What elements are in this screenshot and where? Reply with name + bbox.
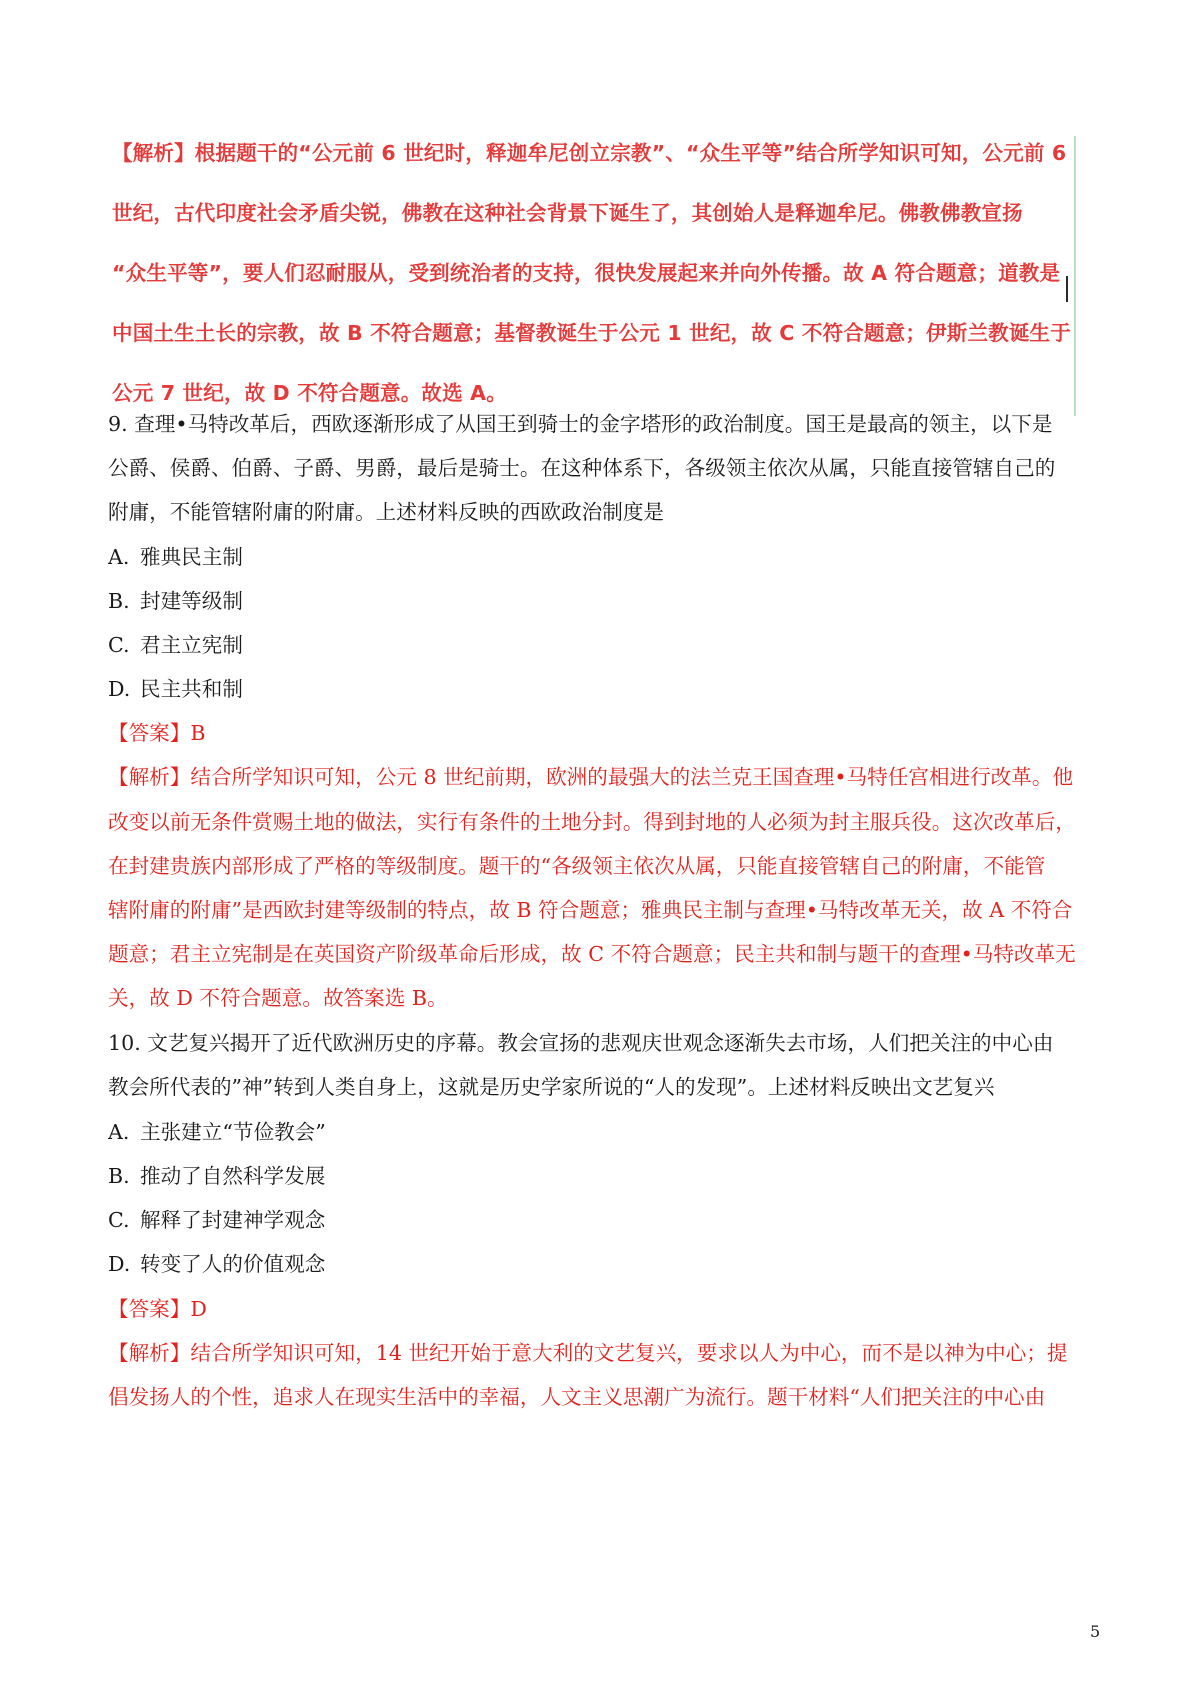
image-text-line: “众生平等”，要人们忍耐服从，受到统治者的支持，很快发展起来并向外传播。故 A 符合题意；道教是 [112,261,1061,285]
text-cursor-mark [1066,276,1068,302]
question-10-option-a: A. 主张建立“节俭教会” [108,1120,326,1144]
question-9-option-a: A. 雅典民主制 [108,545,243,569]
question-10-option-b: B. 推动了自然科学发展 [108,1164,326,1188]
question-10-analysis-line: 【解析】结合所学知识可知，14 世纪开始于意大利的文艺复兴，要求以人为中心，而不是以神为中心；提 [108,1341,1068,1365]
question-9-option-c: C. 君主立宪制 [108,633,243,657]
question-10-answer: 【答案】D [108,1297,207,1321]
image-text-line: 世纪，古代印度社会矛盾尖锐，佛教在这种社会背景下诞生了，其创始人是释迦牟尼。佛教佛教宣扬 [112,201,1023,225]
question-9-stem-line: 公爵、侯爵、伯爵、子爵、男爵，最后是骑士。在这种体系下，各级领主依次从属，只能直接管辖自己的 [108,456,1056,480]
question-10-stem-line: 教会所代表的”神”转到人类自身上，这就是历史学家所说的“人的发现”。上述材料反映出文艺复兴 [108,1075,995,1099]
image-text-line: 公元 7 世纪，故 D 不符合题意。故选 A。 [112,381,507,405]
question-9-option-b: B. 封建等级制 [108,589,243,613]
question-10-analysis-line: 倡发扬人的个性，追求人在现实生活中的幸福，人文主义思潮广为流行。题干材料“人们把关注的中心由 [108,1385,1046,1409]
question-9-analysis-line: 关，故 D 不符合题意。故答案选 B。 [108,986,448,1010]
question-9-analysis-line: 改变以前无条件赏赐土地的做法，实行有条件的土地分封。得到封地的人必须为封主服兵役。这次改革后， [108,810,1076,834]
image-text-line: 【解析】根据题干的“公元前 6 世纪时，释迦牟尼创立宗教”、“众生平等”结合所学知识可知，公元前 6 [112,141,1067,165]
question-9-option-d: D. 民主共和制 [108,677,243,701]
page-number: 5 [1090,1622,1101,1641]
question-9-stem-line: 9. 查理•马特改革后，西欧逐渐形成了从国王到骑士的金字塔形的政治制度。国王是最高的领主，以下是 [108,412,1053,436]
question-9-analysis-line: 在封建贵族内部形成了严格的等级制度。题干的“各级领主依次从属，只能直接管辖自己的附庸，不能管 [108,854,1046,878]
question-9-answer: 【答案】B [108,721,206,745]
image-border-line [1074,136,1076,416]
question-10-stem-line: 10. 文艺复兴揭开了近代欧洲历史的序幕。教会宣扬的悲观庆世观念逐渐失去市场，人们把关注的中心由 [108,1031,1054,1055]
question-9-analysis-line: 辖附庸的附庸”是西欧封建等级制的特点，故 B 符合题意；雅典民主制与查理•马特改革无关，故 A 不符合 [108,898,1073,922]
pasted-analysis-image [100,128,1078,428]
image-text-line: 中国土生土长的宗教，故 B 不符合题意；基督教诞生于公元 1 世纪，故 C 不符合题意；伊斯兰教诞生于 [112,321,1071,345]
question-10-option-c: C. 解释了封建神学观念 [108,1208,326,1232]
question-9-analysis-line: 【解析】结合所学知识可知，公元 8 世纪前期，欧洲的最强大的法兰克王国查理•马特任宫相进行改革。他 [108,765,1074,789]
question-10-option-d: D. 转变了人的价值观念 [108,1252,326,1276]
question-9-stem-line: 附庸，不能管辖附庸的附庸。上述材料反映的西欧政治制度是 [108,500,665,524]
question-9-analysis-line: 题意；君主立宪制是在英国资产阶级革命后形成，故 C 不符合题意；民主共和制与题干的查理•马特改革无 [108,942,1076,966]
